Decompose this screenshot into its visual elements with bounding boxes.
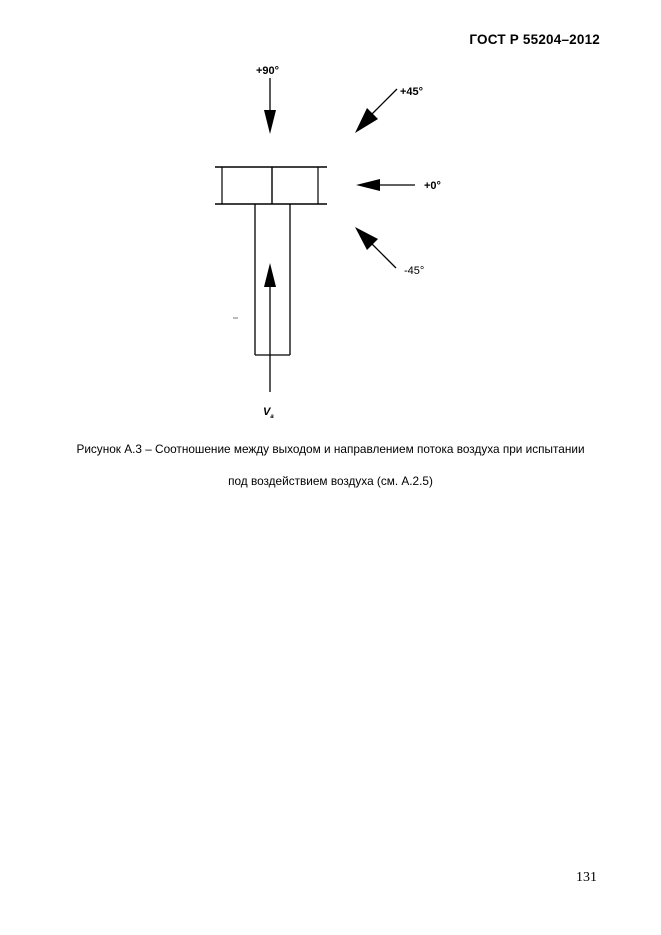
arrow-plus-90 bbox=[264, 78, 276, 134]
label-velocity: $V_a$ bbox=[263, 406, 274, 420]
label-zero: +0° bbox=[424, 180, 441, 192]
label-plus-45: +45° bbox=[400, 86, 424, 98]
arrow-zero bbox=[356, 179, 415, 191]
airflow-direction-figure bbox=[0, 0, 661, 430]
arrow-velocity bbox=[264, 263, 276, 392]
standard-code: ГОСТ Р 55204–2012 bbox=[469, 32, 600, 47]
figure-caption-line-2: под воздействием воздуха (см. А.2.5) bbox=[228, 474, 433, 488]
outlet-head bbox=[215, 167, 327, 204]
label-minus-45: -45° bbox=[404, 265, 425, 277]
label-plus-90: +90° bbox=[256, 65, 280, 77]
arrow-minus-45 bbox=[355, 227, 396, 268]
page-number: 131 bbox=[576, 870, 597, 885]
figure-caption-line-1: Рисунок А.3 – Соотношение между выходом и направлением потока воздуха при испытании bbox=[76, 442, 585, 456]
arrow-plus-45 bbox=[355, 89, 397, 133]
